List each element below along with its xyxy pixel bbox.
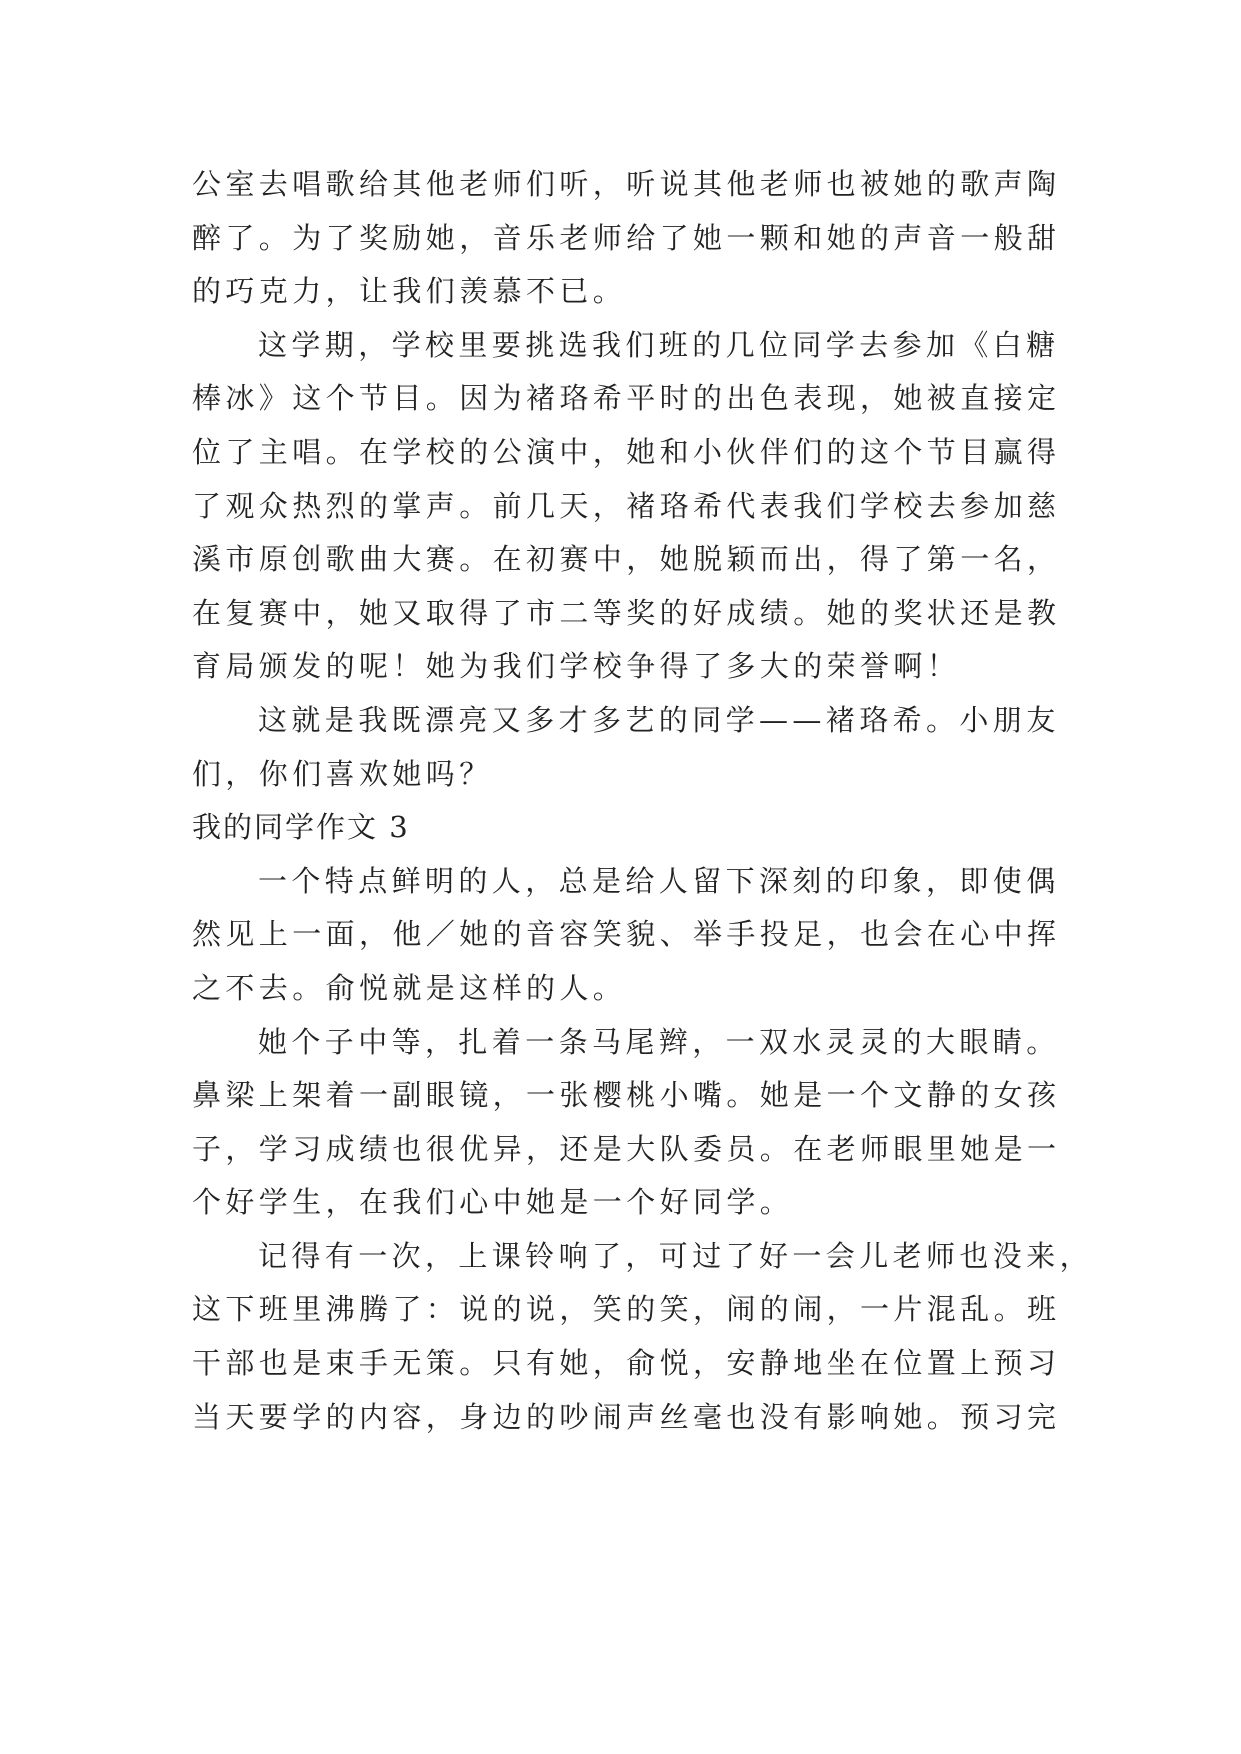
text-line: 鼻梁上架着一副眼镜，一张樱桃小嘴。她是一个文静的女孩 — [192, 1078, 1061, 1113]
text-line: 个好学生，在我们心中她是一个好同学。 — [192, 1185, 794, 1220]
paragraph-start-line: 这就是我既漂亮又多才多艺的同学——褚珞希。小朋友 — [258, 702, 1060, 737]
paragraph-start-line: 她个子中等，扎着一条马尾辫，一双水灵灵的大眼睛。 — [258, 1024, 1060, 1059]
text-line: 棒冰》这个节目。因为褚珞希平时的出色表现，她被直接定 — [192, 381, 1061, 416]
text-line: 这下班里沸腾了：说的说，笑的笑，闹的闹，一片混乱。班 — [192, 1292, 1061, 1327]
essay-text — [192, 158, 1094, 1444]
text-line: 子，学习成绩也很优异，还是大队委员。在老师眼里她是一 — [192, 1131, 1061, 1166]
text-line: 当天要学的内容，身边的吵闹声丝毫也没有影响她。预习完 — [192, 1399, 1061, 1434]
paragraph-start-line: 一个特点鲜明的人，总是给人留下深刻的印象，即使偶 — [258, 863, 1060, 898]
text-line: 了观众热烈的掌声。前几天，褚珞希代表我们学校去参加慈 — [192, 488, 1061, 523]
text-line: 位了主唱。在学校的公演中，她和小伙伴们的这个节目赢得 — [192, 434, 1061, 469]
text-line: 在复赛中，她又取得了市二等奖的好成绩。她的奖状还是教 — [192, 595, 1061, 630]
paragraph-start-line: 这学期，学校里要挑选我们班的几位同学去参加《白糖 — [258, 327, 1060, 362]
text-line: 然见上一面，他／她的音容笑貌、举手投足，也会在心中挥 — [192, 917, 1061, 952]
text-line: 育局颁发的呢！她为我们学校争得了多大的荣誉啊！ — [192, 649, 961, 684]
text-line: 公室去唱歌给其他老师们听，听说其他老师也被她的歌声陶 — [192, 167, 1061, 201]
text-line: 之不去。俞悦就是这样的人。 — [192, 970, 627, 1005]
text-line: 醉了。为了奖励她，音乐老师给了她一颗和她的声音一般甜 — [192, 220, 1061, 255]
paragraph-start-line: 记得有一次，上课铃响了，可过了好一会儿老师也没来， — [258, 1238, 1094, 1273]
section-heading: 我的同学作文 3 — [192, 810, 410, 845]
text-line: 干部也是束手无策。只有她，俞悦，安静地坐在位置上预习 — [192, 1346, 1061, 1381]
text-line: 的巧克力，让我们羡慕不已。 — [192, 274, 627, 309]
text-line: 们，你们喜欢她吗？ — [192, 756, 493, 791]
text-line: 溪市原创歌曲大赛。在初赛中，她脱颖而出，得了第一名， — [192, 542, 1061, 577]
